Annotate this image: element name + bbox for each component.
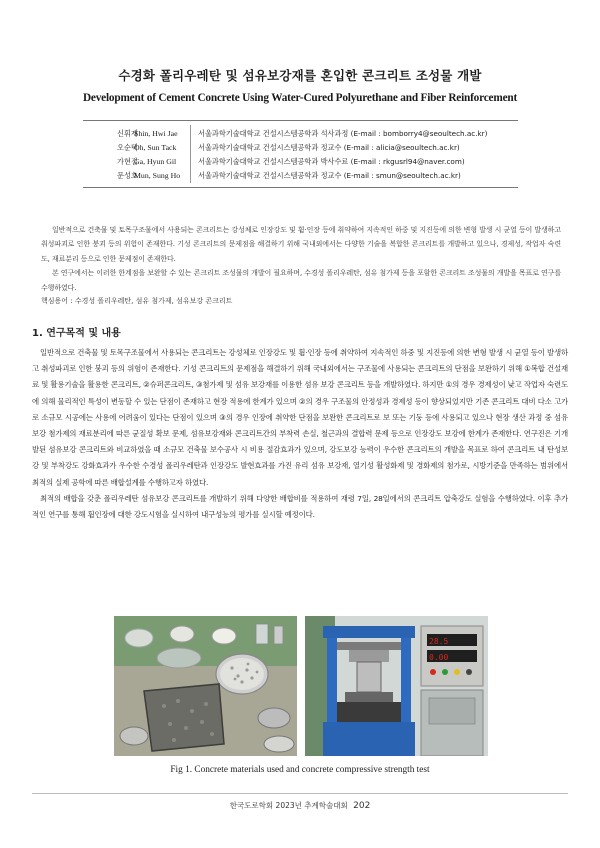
author-row [83, 127, 518, 140]
body-paragraph: 최적의 배합을 갖춘 폴리우레탄 섬유보강 콘크리트를 개발하기 위해 다양한 배합비를 적용하여 재령 7일, 28일에서의 콘크리트 압축강도 실험을 수행하였다. 이후 추가적인 연구를 통해 휨인장에 대한 강도시험을 실시하여 내구성능의 평가를 실시할 예정이다. [32, 493, 568, 520]
compressive-strength-test-photo [305, 616, 488, 756]
conference-name: 한국도로학회 2023년 추계학술대회 [229, 801, 348, 810]
author-name-english: Oh, Sun Tack [134, 143, 177, 152]
section-heading: 1. 연구목적 및 내용 [32, 328, 121, 339]
author-affiliation: 서울과학기술대학교 건설시스템공학과 박사수료 (E-mail : rkgusrl94@naver.com) [198, 157, 465, 166]
paper-title-korean: 수경화 폴리우레탄 및 섬유보강재를 혼입한 콘크리트 조성물 개발 [118, 68, 482, 83]
author-affiliation: 서울과학기술대학교 건설시스템공학과 정교수 (E-mail : smun@seoultech.ac.kr) [198, 171, 461, 180]
abstract-paragraph: 일반적으로 건축물 및 토목구조물에서 사용되는 콘크리트는 강성체로 인장강도 및 휨·인장 등에 취약하여 지속적인 하중 및 지진등에 의한 변형 발생 시 균열 등이 발생하고 취성파괴로 인한 붕괴 등의 위험이 존재한다. 기성 콘크리트의 문제점을 해결하기 위해 국내외에서는 다양한 기술을 복합한 콘크리트를 개발하고 있으나, 경제성, 작업자 숙련도, 재료분리 등으로 인한 문제점이 존재한다. [41, 226, 561, 263]
section-body [32, 345, 568, 523]
svg-text:0.00: 0.00 [429, 653, 449, 662]
body-paragraph: 일반적으로 건축물 및 토목구조물에서 사용되는 콘크리트는 강성체로 인장강도 및 휨·인장 등에 취약하여 지속적인 하중 및 지진등에 의한 변형 발생 시 균열 등이 발생하고 취성파괴로 인한 붕괴 등의 위험이 존재한다. 기성 콘크리트의 문제점을 해결하기 위해 국내외에서는 구조물에 사용되는 콘크리트의 단점을 보완하기 위해 ①복합 건설재료 및 활용기술을 활용한 콘크리트, ②슈퍼콘크리트, ③첨가제 및 섬유 보강재를 이용한 섬유 보강 콘크리트 등을 개발하였다. 하지만 ①의 경우 경제성이 낮고 작업자 숙련도에 의해 물리적인 특성이 변동할 수 있는 단점이 존재하고 현장 적용에 한계가 있으며 ②의 경우 구조물의 안정성과 경제성 등이 향상되었지만 기존 콘크리트 대비 다소 고가로 소규모 시공에는 사용에 어려움이 있다는 단점이 있으며 ③의 경우 인장에 취약한 단점을 보완한 콘크리트로 보 또는 기둥 등에 사용되고 있으나 현장 생산 과정 중 섬유 보강 첨가제의 재료분리에 따른 균질성 확보 문제, 섬유보강재와 콘크리트간의 부착력 손실, 철근과의 결합력 문제 등으로 인장강도 보강에 한계가 존재한다. 연구진은 기개발된 섬유보강 콘크리트와 비교하였을 때 소규모 건축물 보수공사 시 비용 절감효과가 있으며, 강도보강 능력이 우수한 콘크리트의 개발을 목표로 하여 콘크리트 내 탄성보강 및 부착강도 강화효과가 우수한 수경성 폴리우레탄과 인장강도 발현효과를 가진 유리 섬유 보강재, 열기성 활성화제 및 경화제의 첨가로, 시방기준을 만족하는 범위에서 최적의 실제 공학에 따른 배합설계를 수행하고자 하였다. [32, 348, 568, 487]
abstract [41, 223, 561, 295]
author-name-english: Ga, Hyun Gil [134, 157, 177, 166]
author-name-korean: 가현길 [117, 157, 138, 166]
author-row [83, 141, 518, 154]
author-affiliation: 서울과학기술대학교 건설시스템공학과 정교수 (E-mail : alicia@seoultech.ac.kr) [198, 143, 460, 152]
author-name-korean: 문성호 [117, 171, 138, 180]
author-name-english: Shin, Hwi Jae [134, 129, 178, 138]
keywords: 핵심용어 : 수경성 폴리우레탄, 섬유 첨가제, 섬유보강 콘크리트 [41, 297, 233, 305]
author-name-english: Mun, Sung Ho [134, 171, 181, 180]
author-row [83, 169, 518, 182]
author-row [83, 155, 518, 168]
footer-divider [32, 793, 568, 794]
author-block [83, 120, 518, 188]
figure-1 [114, 616, 488, 756]
paper-title-english: Development of Cement Concrete Using Water-Cured Polyurethane and Fiber Reinforcement [82, 92, 518, 104]
author-affiliation: 서울과학기술대학교 건설시스템공학과 석사과정 (E-mail : bomborry4@seoultech.ac.kr) [198, 129, 488, 138]
author-name-korean: 신휘재 [117, 129, 138, 138]
page-number: 202 [353, 801, 371, 811]
figure-caption: Fig 1. Concrete materials used and concrete compressive strength test [170, 765, 430, 775]
page-footer [0, 800, 600, 811]
abstract-paragraph: 본 연구에서는 이러한 한계점을 보완할 수 있는 콘크리트 조성물의 개발이 필요하며, 수경성 폴리우레탄, 섬유 첨가제 등을 포함한 콘크리트 조성물의 개발을 목표로 연구를 수행하였다. [41, 269, 561, 292]
author-name-korean: 오순택 [117, 143, 138, 152]
svg-text:28.5: 28.5 [429, 637, 449, 646]
concrete-materials-photo [114, 616, 297, 756]
